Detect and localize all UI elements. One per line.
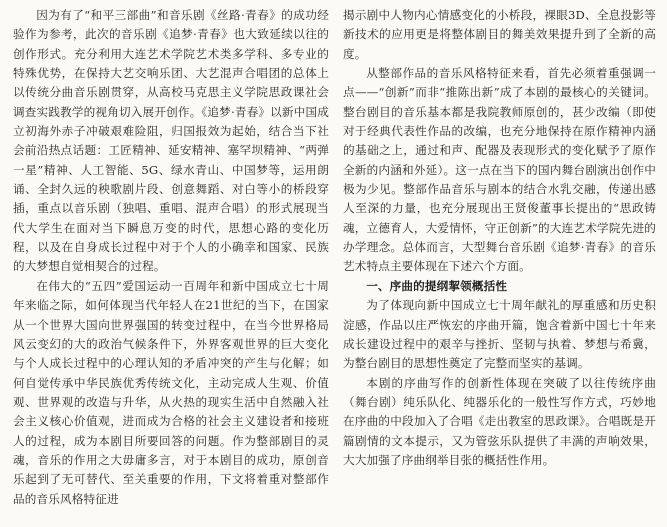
body-paragraph: 因为有了“和平三部曲”和音乐剧《丝路·青春》的成功经验作为参考，此次的音乐剧《追梦·青春》也大致延续以往的创作形式。充分利用大连艺术学院艺术类多学科、多专业的特殊优势，在保持大艺交响乐团、大艺混声合唱团的总体上以传统分曲音乐剧贯穿，从高校马克思主义学院思政课社会调查实践教学的视角切入展开创作。《追梦·青春》以新中国成立初海外赤子冲破艰难险阻，归国报效为起始，结合当下社会前沿热点话题：工匠精神、延安精神、塞罕坝精神、“两弹一星”精神、人工智能、5G、绿水青山、中国梦等，运用朗诵、全封久远的秧歌剧片段、创意舞蹈、对白等小的桥段穿插，重点以音乐剧（独唱、重唱、混声合唱）的形式展现当代大学生在面对当下瞬息万变的时代，思想心路的变化历程，以及在自身成长过程中对于个人的小确幸和国家、民族的大梦想自觉相契合的过程。 bbox=[13, 8, 329, 274]
body-paragraph: 为了体现向新中国成立七十周年献礼的厚重感和历史积淀感，作品以庄严恢宏的序曲开篇，饱含着新中国七十年来成长建设过程中的艰辛与挫折、坚韧与执着、梦想与希冀，为整台剧目的思想性奠定了完整而坚实的基调。 bbox=[343, 298, 656, 371]
body-paragraph: 在伟大的“五四”爱国运动一百周年和新中国成立七十周年来临之际，如何体现当代年轻人在21世纪的当下，在国家从一个世界大国向世界强国的转变过程中，在当今世界格局风云变幻的大的政治气候条件下，外界客观世界的巨大变化与个人成长过程中的心理认知的矛盾冲突的产生与化解；如何自觉传承中华民族优秀传统文化，主动完成人生观、价值观、世界观的改造与升华，从火热的现实生活中自然融入社会主义核心价值观，进而成为合格的社会主义建设者和接班人的过程，成为本剧目所要回答的问题。作为整部剧目的灵魂，音乐的作用之大毋庸多言，对于本剧目的成功，原创音乐起到了无可替代、至关重要的作用，下文将着重对整部作品的音乐风格特征进 bbox=[13, 278, 329, 506]
left-column bbox=[13, 6, 329, 509]
body-paragraph: 从整部作品的音乐风格特征来看，首先必须着重强调一点——“创新”而非“推陈出新”成了本剧的最核心的关键词。整台剧目的音乐基本都是我院教师原创的，甚少改编（即使对于经典代表性作品的改编，也充分地保持在原作精神内涵的基础之上，通过和声、配器及表现形式的变化赋予了原作全新的内涵和外延）。这一点在当下的国内舞台剧演出创作中极为少见。整部作品音乐与剧本的结合水乳交融，传递出感人至深的力量，也充分展现出王贤俊董事长提出的“思政铸魂，立德育人，大爱情怀，守正创新”的大连艺术学院先进的办学理念。总体而言，大型舞台音乐剧《追梦·青春》的音乐艺术特点主要体现在下述六个方面。 bbox=[343, 66, 656, 274]
continued-paragraph: 揭示剧中人物内心情感变化的小桥段，裸眼3D、全息投影等新技术的应用更是将整体剧目的舞美效果提升到了全新的高度。 bbox=[343, 8, 656, 61]
body-paragraph: 本剧的序曲写作的创新性体现在突破了以往传统序曲（舞台剧）纯乐队化、纯器乐化的一般性写作方式，巧妙地在序曲的中段加入了合唱《走出教室的思政课》。合唱既是开篇剧情的文本提示，又为管弦乐队提供了丰满的声响效果，大大加强了序曲纲举目张的概括性作用。 bbox=[343, 375, 656, 467]
section-heading: 一、序曲的提纲挈领概括性 bbox=[366, 278, 508, 293]
right-column bbox=[343, 6, 656, 470]
